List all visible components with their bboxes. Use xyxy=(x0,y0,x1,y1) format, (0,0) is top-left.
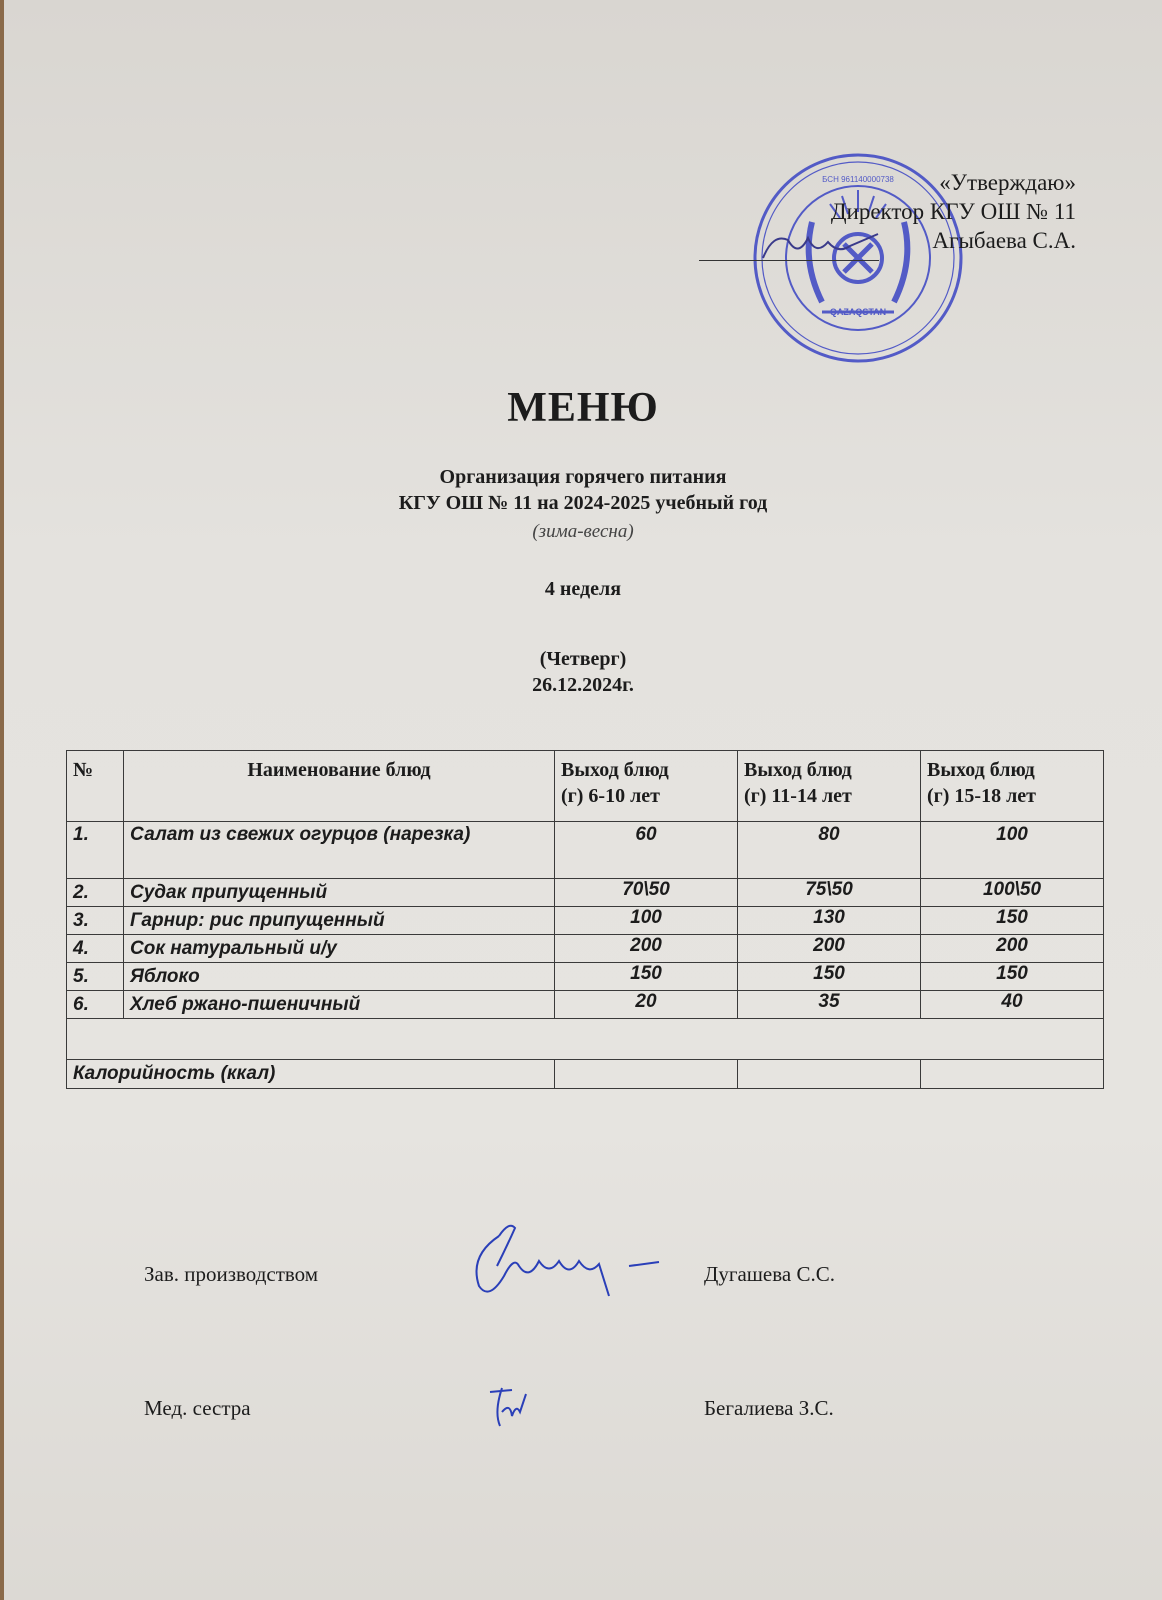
portion-15-18: 40 xyxy=(921,991,1104,1019)
header-line: (г) 15-18 лет xyxy=(927,785,1036,807)
column-header-out-15-18 xyxy=(921,751,1104,822)
dish-name: Судак припущенный xyxy=(124,879,555,907)
column-header-out-11-14 xyxy=(738,751,921,822)
calories-label: Калорийность (ккал) xyxy=(67,1060,555,1089)
portion-6-10: 70\50 xyxy=(555,879,738,907)
table-row xyxy=(67,822,1104,879)
row-num: 1. xyxy=(67,822,124,879)
table-row xyxy=(67,907,1104,935)
header-line: (г) 6-10 лет xyxy=(561,785,660,807)
row-num: 2. xyxy=(67,879,124,907)
signature-role: Зав. производством xyxy=(144,1262,319,1286)
table-row xyxy=(67,935,1104,963)
season-label: (зима-весна) xyxy=(532,521,634,542)
column-header-out-6-10 xyxy=(555,751,738,822)
row-num: 4. xyxy=(67,935,124,963)
portion-15-18: 100 xyxy=(921,822,1104,879)
calories-row xyxy=(67,1060,1104,1089)
date-label: 26.12.2024г. xyxy=(532,674,634,696)
header-line: (г) 11-14 лет xyxy=(744,785,852,807)
week-label: 4 неделя xyxy=(544,578,622,600)
portion-11-14: 200 xyxy=(738,935,921,963)
signature-role: Мед. сестра xyxy=(144,1396,251,1420)
dish-name: Яблоко xyxy=(124,963,555,991)
blank-cell xyxy=(67,1019,1104,1060)
portion-11-14: 35 xyxy=(738,991,921,1019)
column-header-name: Наименование блюд xyxy=(124,751,555,822)
stamp-emblem-text: QAZAQSTAN xyxy=(829,307,887,317)
header-line: Выход блюд xyxy=(927,759,1035,781)
calories-11-14 xyxy=(738,1060,921,1089)
dish-name: Хлеб ржано-пшеничный xyxy=(124,991,555,1019)
table-row xyxy=(67,879,1104,907)
row-num: 3. xyxy=(67,907,124,935)
calories-6-10 xyxy=(555,1060,738,1089)
approval-name: Агыбаева С.А. xyxy=(932,228,1076,253)
portion-11-14: 150 xyxy=(738,963,921,991)
document-page xyxy=(4,0,1162,1600)
portion-6-10: 60 xyxy=(555,822,738,879)
portion-6-10: 20 xyxy=(555,991,738,1019)
portion-11-14: 130 xyxy=(738,907,921,935)
day-label: (Четверг) xyxy=(539,648,627,670)
portion-15-18: 200 xyxy=(921,935,1104,963)
signature-name: Бегалиева З.С. xyxy=(704,1396,834,1420)
portion-15-18: 150 xyxy=(921,963,1104,991)
portion-15-18: 150 xyxy=(921,907,1104,935)
subtitle-line2: КГУ ОШ № 11 на 2024-2025 учебный год xyxy=(398,492,768,514)
blank-row xyxy=(67,1019,1104,1060)
subtitle-line1: Организация горячего питания xyxy=(439,466,727,488)
portion-6-10: 200 xyxy=(555,935,738,963)
approval-header: «Утверждаю» xyxy=(939,170,1076,195)
table-row xyxy=(67,963,1104,991)
stamp-bin: БСН 961140000738 xyxy=(822,175,894,184)
portion-15-18: 100\50 xyxy=(921,879,1104,907)
calories-15-18 xyxy=(921,1060,1104,1089)
table-row xyxy=(67,991,1104,1019)
portion-6-10: 150 xyxy=(555,963,738,991)
dish-name: Салат из свежих огурцов (нарезка) xyxy=(124,822,555,879)
portion-6-10: 100 xyxy=(555,907,738,935)
menu-table xyxy=(66,750,1104,1089)
dish-name: Гарнир: рис припущенный xyxy=(124,907,555,935)
row-num: 5. xyxy=(67,963,124,991)
production-signature-icon xyxy=(459,1216,689,1306)
portion-11-14: 80 xyxy=(738,822,921,879)
approval-position: Директор КГУ ОШ № 11 xyxy=(830,199,1076,224)
portion-11-14: 75\50 xyxy=(738,879,921,907)
row-num: 6. xyxy=(67,991,124,1019)
director-signature-icon xyxy=(758,228,888,268)
signature-name: Дугашева С.С. xyxy=(704,1262,835,1286)
column-header-num: № xyxy=(67,751,124,822)
page-title: МЕНЮ xyxy=(507,385,659,431)
header-line: Выход блюд xyxy=(744,759,852,781)
nurse-signature-icon xyxy=(482,1382,532,1432)
table-header-row xyxy=(67,751,1104,822)
header-line: Выход блюд xyxy=(561,759,669,781)
dish-name: Сок натуральный и/у xyxy=(124,935,555,963)
